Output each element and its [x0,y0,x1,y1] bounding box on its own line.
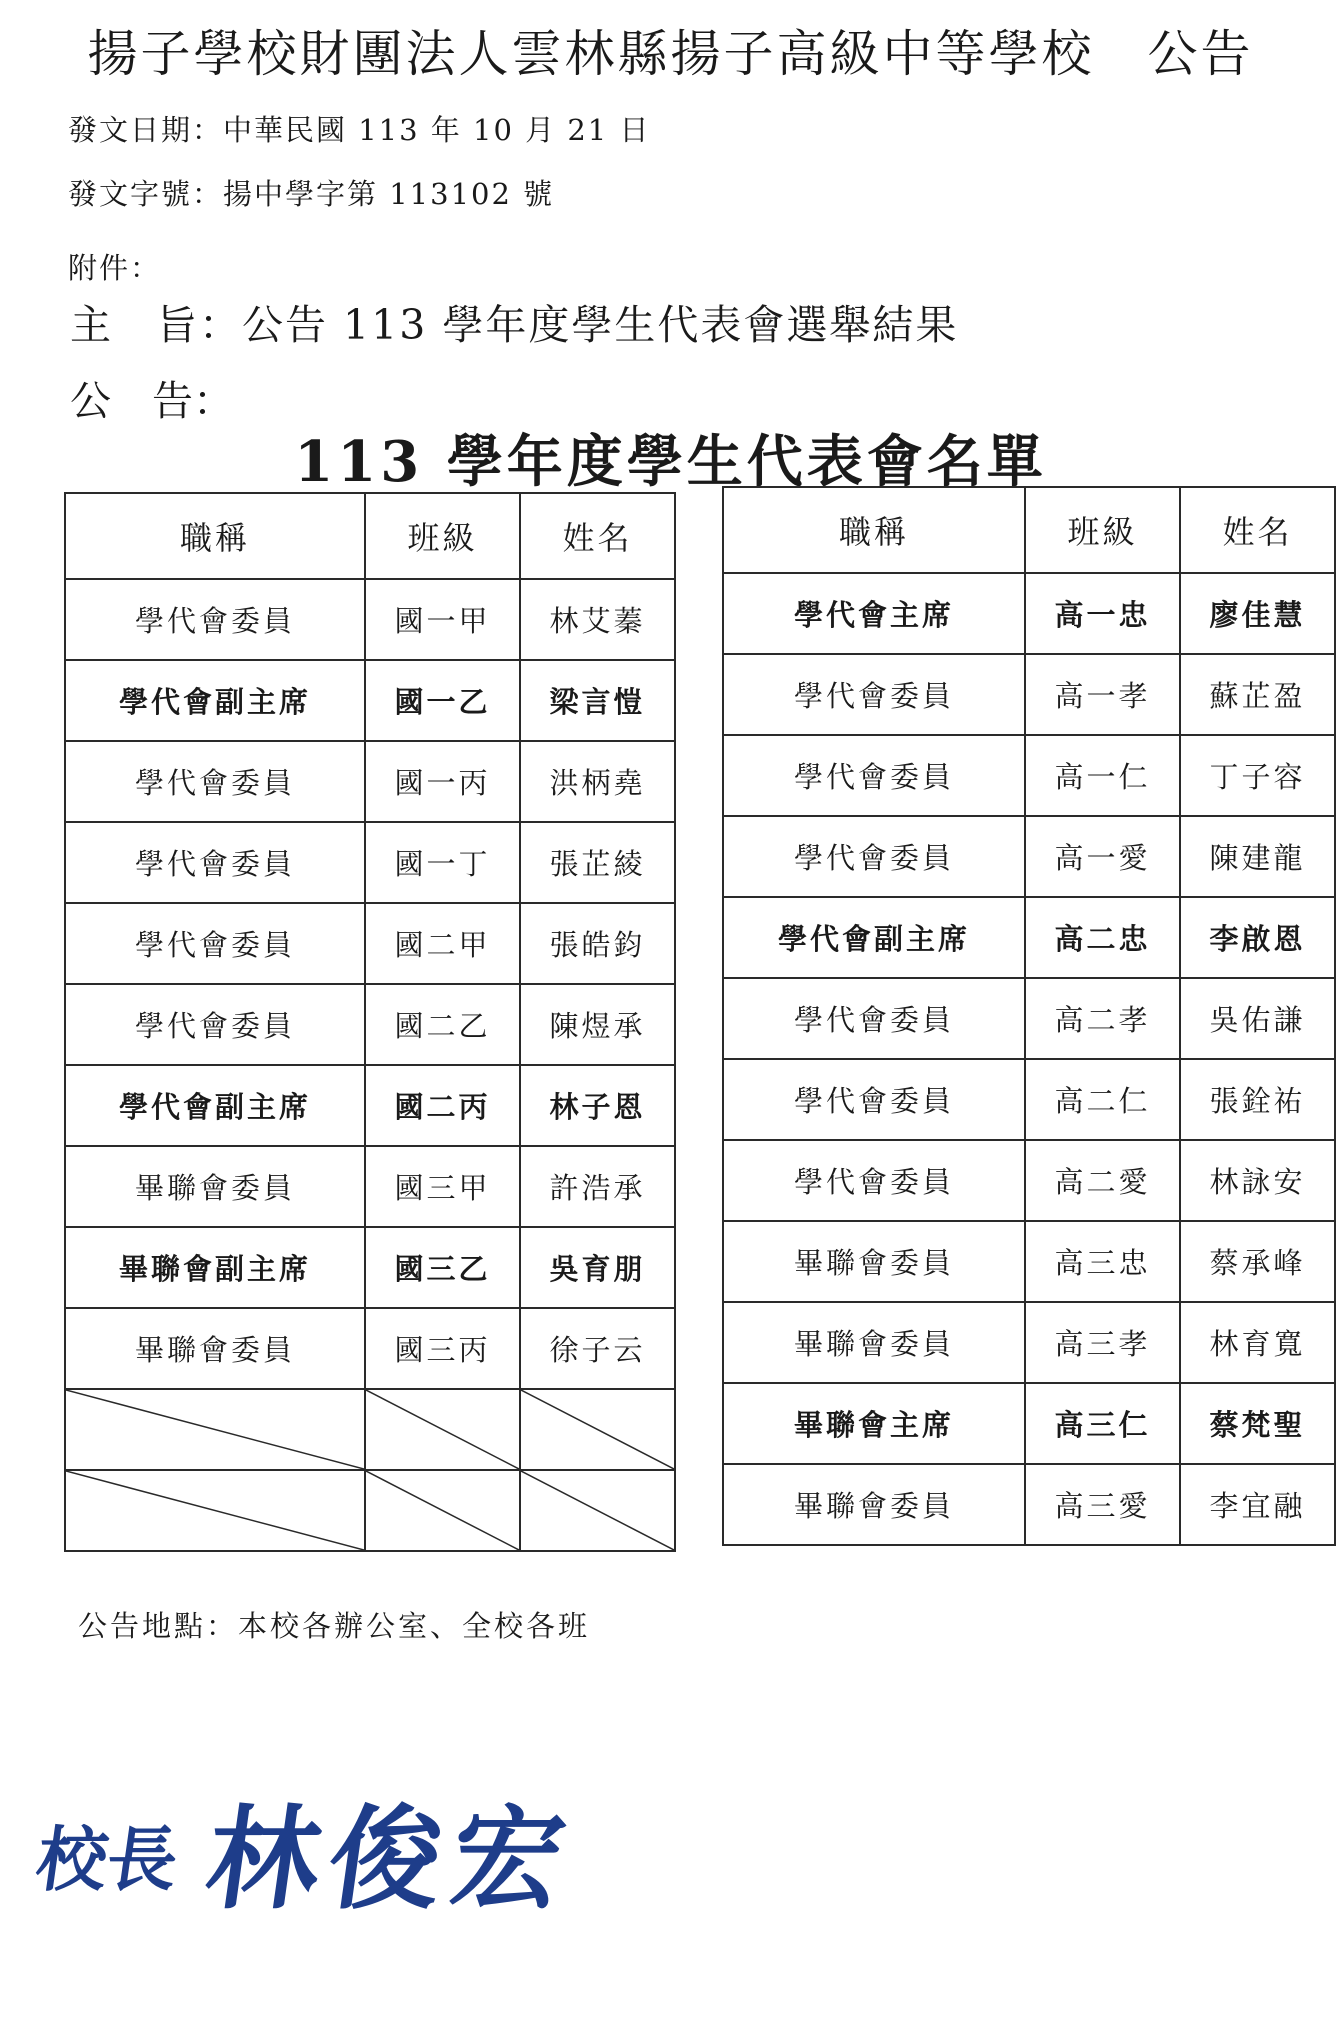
cell-name: 蔡承峰 [1180,1221,1335,1302]
cell-class: 高一愛 [1025,816,1180,897]
cell-title: 學代會委員 [65,822,365,903]
cell-name: 張皓鈞 [520,903,675,984]
empty-cell [520,1470,675,1551]
cell-title: 畢聯會主席 [723,1383,1025,1464]
roster-table-right [722,486,1336,1546]
cell-title: 學代會主席 [723,573,1025,654]
left-header-row [65,493,675,579]
table-row [723,1302,1335,1383]
cell-name: 李啟恩 [1180,897,1335,978]
cell-class: 國二丙 [365,1065,520,1146]
table-row [723,1383,1335,1464]
document-number-label: 發文字號： [68,177,224,211]
signature-name: 林俊宏 [198,1794,583,1925]
cell-class: 高三忠 [1025,1221,1180,1302]
cell-name: 張銓祐 [1180,1059,1335,1140]
cell-name: 陳煜承 [520,984,675,1065]
empty-row [65,1389,675,1470]
table-row [65,1308,675,1389]
cell-name: 林艾蓁 [520,579,675,660]
cell-class: 高三孝 [1025,1302,1180,1383]
cell-class: 國三乙 [365,1227,520,1308]
cell-title: 學代會委員 [723,816,1025,897]
cell-class: 高一孝 [1025,654,1180,735]
notice-label: 公 告： [70,377,234,425]
right-header-cell: 姓名 [1180,487,1335,573]
cell-name: 吳育朋 [520,1227,675,1308]
cell-class: 國三甲 [365,1146,520,1227]
cell-name: 李宜融 [1180,1464,1335,1545]
cell-name: 張芷綾 [520,822,675,903]
table-row [65,1227,675,1308]
issue-date-label: 發文日期： [68,113,224,147]
cell-title: 學代會委員 [65,579,365,660]
right-header-cell: 班級 [1025,487,1180,573]
roster-table-left [64,492,676,1552]
cell-class: 高三仁 [1025,1383,1180,1464]
cell-title: 學代會委員 [65,984,365,1065]
cell-title: 畢聯會委員 [65,1146,365,1227]
table-row [723,978,1335,1059]
cell-name: 廖佳慧 [1180,573,1335,654]
table-row [65,660,675,741]
document-number [68,172,554,213]
cell-name: 林育寬 [1180,1302,1335,1383]
cell-class: 國一甲 [365,579,520,660]
cell-title: 學代會副主席 [65,660,365,741]
table-row [65,984,675,1065]
cell-class: 國二乙 [365,984,520,1065]
cell-name: 林詠安 [1180,1140,1335,1221]
cell-name: 林子恩 [520,1065,675,1146]
empty-cell [520,1389,675,1470]
table-row [723,897,1335,978]
cell-class: 國一乙 [365,660,520,741]
empty-cell [365,1389,520,1470]
table-row [65,741,675,822]
empty-cell [365,1470,520,1551]
cell-title: 學代會委員 [723,735,1025,816]
cell-name: 徐子云 [520,1308,675,1389]
table-row [65,1146,675,1227]
table-row [723,1221,1335,1302]
posting-location: 公告地點：本校各辦公室、全校各班 [78,1609,591,1643]
table-row [65,579,675,660]
left-header-cell: 職稱 [65,493,365,579]
cell-title: 畢聯會委員 [65,1308,365,1389]
cell-class: 高二忠 [1025,897,1180,978]
cell-name: 蘇芷盈 [1180,654,1335,735]
cell-name: 丁子容 [1180,735,1335,816]
subject-key: 主 旨： [70,301,242,349]
signature-role: 校長 [31,1818,184,1901]
table-row [65,903,675,984]
table-row [723,816,1335,897]
empty-cell [65,1470,365,1551]
cell-title: 學代會委員 [723,1059,1025,1140]
table-row [723,735,1335,816]
table-row [723,1140,1335,1221]
table-row [723,1464,1335,1545]
cell-class: 國三丙 [365,1308,520,1389]
cell-title: 畢聯會委員 [723,1302,1025,1383]
cell-title: 學代會委員 [723,1140,1025,1221]
subject-text: 公告 113 學年度學生代表會選舉結果 [242,301,959,349]
cell-title: 畢聯會委員 [723,1221,1025,1302]
cell-class: 國二甲 [365,903,520,984]
cell-name: 許浩承 [520,1146,675,1227]
attachment-label: 附件： [68,251,162,285]
cell-title: 學代會委員 [723,978,1025,1059]
cell-title: 學代會委員 [65,903,365,984]
cell-class: 高三愛 [1025,1464,1180,1545]
issue-date [68,108,650,149]
cell-title: 畢聯會委員 [723,1464,1025,1545]
left-header-cell: 班級 [365,493,520,579]
roster-title: 113 學年度學生代表會名單 [294,429,1047,495]
table-row [65,822,675,903]
cell-name: 蔡梵聖 [1180,1383,1335,1464]
cell-name: 洪柄堯 [520,741,675,822]
issue-date-value: 中華民國 113 年 10 月 21 日 [223,113,651,147]
cell-name: 吳佑謙 [1180,978,1335,1059]
cell-title: 學代會副主席 [723,897,1025,978]
table-row [723,654,1335,735]
cell-name: 梁言愷 [520,660,675,741]
empty-cell [65,1389,365,1470]
document-number-value: 揚中學字第 113102 號 [223,177,555,211]
left-header-cell: 姓名 [520,493,675,579]
announcement-title: 揚子學校財團法人雲林縣揚子高級中等學校 公告 [87,25,1254,83]
table-row [65,1065,675,1146]
cell-title: 畢聯會副主席 [65,1227,365,1308]
cell-class: 高一仁 [1025,735,1180,816]
cell-class: 高一忠 [1025,573,1180,654]
empty-row [65,1470,675,1551]
right-header-row [723,487,1335,573]
cell-name: 陳建龍 [1180,816,1335,897]
cell-class: 高二愛 [1025,1140,1180,1221]
cell-title: 學代會委員 [723,654,1025,735]
table-row [723,573,1335,654]
cell-title: 學代會委員 [65,741,365,822]
subject-line [70,292,958,351]
cell-title: 學代會副主席 [65,1065,365,1146]
cell-class: 國一丁 [365,822,520,903]
principal-signature-stamp [24,1770,604,1925]
right-header-cell: 職稱 [723,487,1025,573]
cell-class: 高二孝 [1025,978,1180,1059]
table-row [723,1059,1335,1140]
cell-class: 高二仁 [1025,1059,1180,1140]
cell-class: 國一丙 [365,741,520,822]
